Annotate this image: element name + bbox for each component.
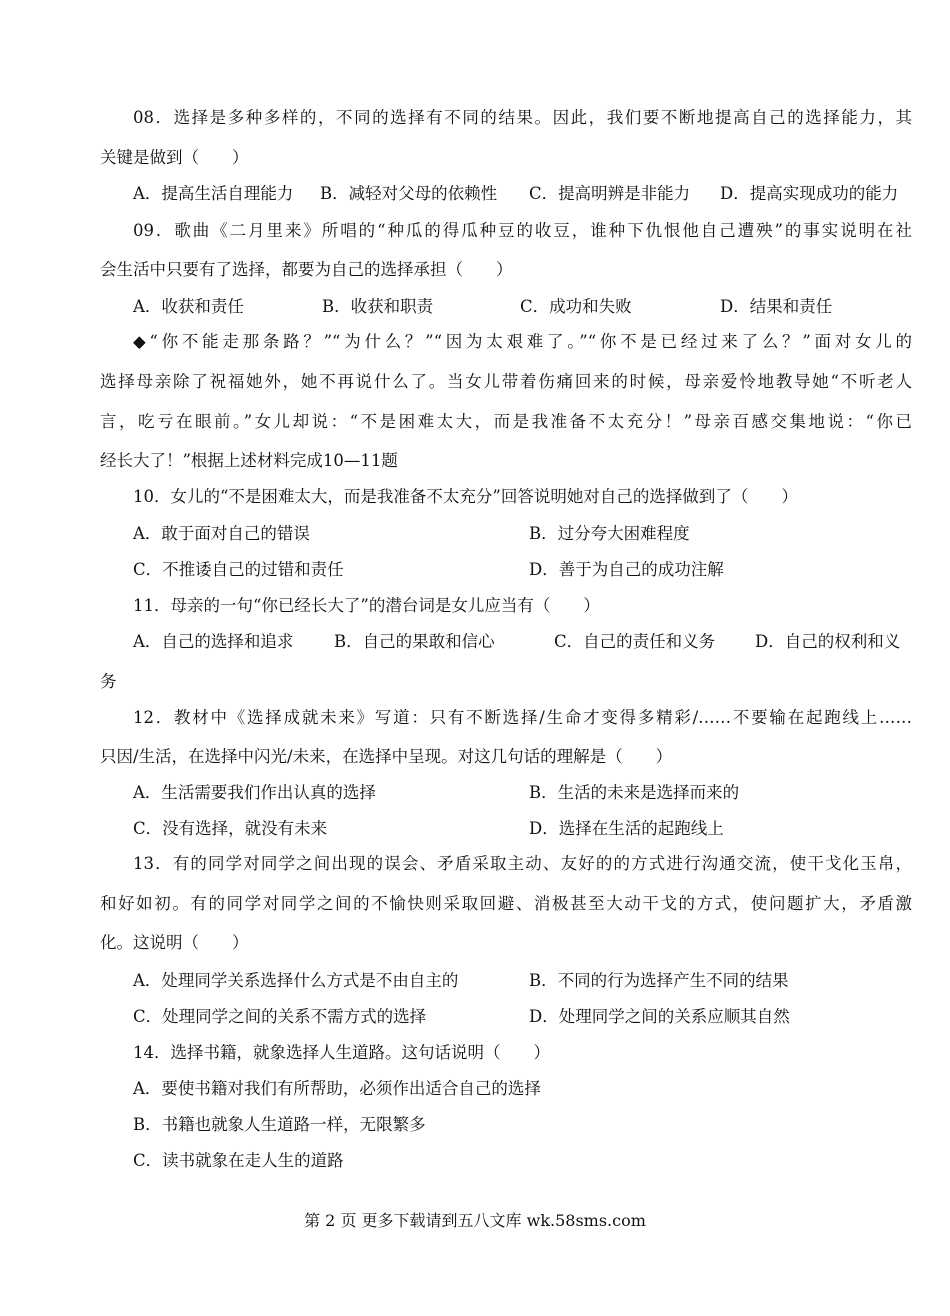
q12-option-d: D．选择在生活的起跑线上 bbox=[529, 819, 724, 838]
q12-stem-line2: 只因/生活，在选择中闪光/未来，在选择中呈现。对这几句话的理解是（ ） bbox=[100, 747, 673, 766]
material-line2: 选择母亲除了祝福她外，她不再说什么了。当女儿带着伤痛回来的时候，母亲爱怜地教导她“不听老人 bbox=[100, 372, 912, 391]
q14-stem: 14．选择书籍，就象选择人生道路。这句话说明（ ） bbox=[133, 1043, 550, 1062]
q11-option-c: C．自己的责任和义务 bbox=[554, 632, 716, 651]
q08-option-c: C．提高明辨是非能力 bbox=[529, 184, 691, 203]
q11-stem: 11．母亲的一句“你已经长大了”的潜台词是女儿应当有（ ） bbox=[133, 596, 600, 615]
q12-option-b: B．生活的未来是选择而来的 bbox=[529, 783, 740, 802]
q11-option-a: A．自己的选择和追求 bbox=[133, 632, 294, 651]
q09-option-b: B．收获和职责 bbox=[322, 297, 434, 316]
q11-option-b: B．自己的果敢和信心 bbox=[334, 632, 495, 651]
q12-option-c: C．没有选择，就没有未来 bbox=[133, 819, 328, 838]
q14-option-c: C．读书就象在走人生的道路 bbox=[133, 1151, 344, 1170]
q10-stem: 10．女儿的“不是困难太大，而是我准备不太充分”回答说明她对自己的选择做到了（ ） bbox=[133, 487, 798, 506]
q09-option-c: C．成功和失败 bbox=[520, 297, 632, 316]
q10-option-d: D．善于为自己的成功注解 bbox=[529, 560, 724, 579]
q13-option-d: D．处理同学之间的关系应顺其自然 bbox=[529, 1007, 790, 1026]
q09-stem-line1: 09．歌曲《二月里来》所唱的“种瓜的得瓜种豆的收豆，谁种下仇恨他自己遭殃”的事实说明在社 bbox=[133, 221, 912, 240]
q08-option-d: D．提高实现成功的能力 bbox=[720, 184, 899, 203]
q13-option-b: B．不同的行为选择产生不同的结果 bbox=[529, 971, 789, 990]
q11-option-d-wrap: 务 bbox=[100, 672, 117, 691]
q13-option-c: C．处理同学之间的关系不需方式的选择 bbox=[133, 1007, 427, 1026]
q08-stem-line2: 关键是做到（ ） bbox=[100, 148, 249, 167]
q13-stem-line2: 和好如初。有的同学对同学之间的不愉快则采取回避、消极甚至大动干戈的方式，使问题扩大，矛盾激 bbox=[100, 894, 912, 913]
q10-option-a: A．敢于面对自己的错误 bbox=[133, 524, 310, 543]
q12-option-a: A．生活需要我们作出认真的选择 bbox=[133, 783, 376, 802]
q14-option-b: B．书籍也就象人生道路一样，无限繁多 bbox=[133, 1115, 426, 1134]
material-line3: 言，吃亏在眼前。”女儿却说：“不是困难太大，而是我准备不太充分！”母亲百感交集地说：“你已 bbox=[100, 412, 912, 431]
q10-option-b: B．过分夸大困难程度 bbox=[529, 524, 690, 543]
q08-option-a: A．提高生活自理能力 bbox=[133, 184, 294, 203]
page-footer: 第 2 页 更多下载请到五八文库 wk.58sms.com bbox=[304, 1211, 646, 1230]
q13-option-a: A．处理同学关系选择什么方式是不由自主的 bbox=[133, 971, 459, 990]
q08-option-b: B．减轻对父母的依赖性 bbox=[320, 184, 498, 203]
material-line1: ◆“你不能走那条路？”“为什么？”“因为太艰难了。”“你不是已经过来了么？”面对女儿的 bbox=[133, 332, 912, 351]
material-line4: 经长大了！”根据上述材料完成10—11题 bbox=[100, 451, 398, 470]
q12-stem-line1: 12．教材中《选择成就未来》写道：只有不断选择/生命才变得多精彩/……不要输在起跑线上…… bbox=[133, 708, 912, 727]
q13-stem-line3: 化。这说明（ ） bbox=[100, 933, 249, 952]
q08-stem-line1: 08．选择是多种多样的，不同的选择有不同的结果。因此，我们要不断地提高自己的选择能力，其 bbox=[133, 108, 912, 127]
q11-option-d: D．自己的权利和义 bbox=[755, 632, 901, 651]
q13-stem-line1: 13．有的同学对同学之间出现的误会、矛盾采取主动、友好的的方式进行沟通交流，使干戈化玉帛， bbox=[133, 854, 912, 873]
q09-stem-line2: 会生活中只要有了选择，都要为自己的选择承担（ ） bbox=[100, 260, 513, 279]
q10-option-c: C．不推诿自己的过错和责任 bbox=[133, 560, 344, 579]
q14-option-a: A．要使书籍对我们有所帮助，必须作出适合自己的选择 bbox=[133, 1079, 541, 1098]
q09-option-a: A．收获和责任 bbox=[133, 297, 244, 316]
q09-option-d: D．结果和责任 bbox=[720, 297, 833, 316]
